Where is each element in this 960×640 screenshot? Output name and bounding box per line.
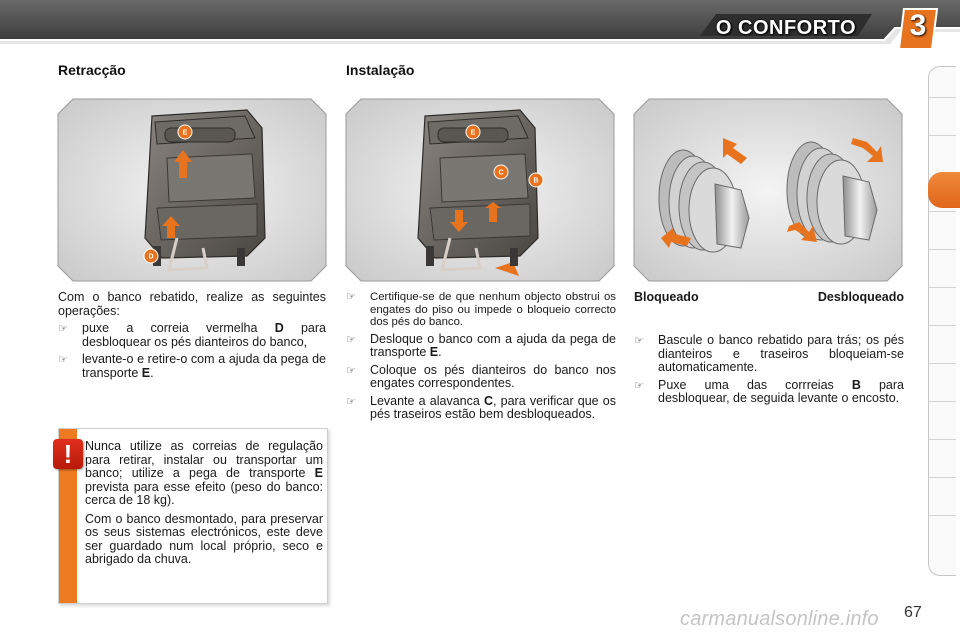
warning-paragraph: Nunca utilize as correias de regulação para retirar, instalar ou transportar um banco; utilize a pega de transporte E prevista para esse efeito (peso do banco: cerca de 18 kg). — [85, 439, 323, 507]
chapter-title: O CONFORTO — [715, 17, 857, 39]
active-chapter-tab[interactable] — [928, 172, 960, 208]
pointing-hand-icon: ☞ — [634, 378, 644, 392]
label-locked: Bloqueado — [634, 290, 699, 304]
pointing-hand-icon: ☞ — [346, 332, 356, 346]
callout-d: D — [148, 253, 154, 261]
page-number: 67 — [904, 604, 922, 621]
list-item: ☞ Desloque o banco com a ajuda da pega de transporte E. — [346, 331, 616, 360]
list-item: ☞ Puxe uma das corrreias B para desbloquear, de seguida levante o encosto. — [634, 377, 904, 405]
list-item: ☞ Certifique-se de que nenhum objecto obstrui os engates do piso ou impede o bloqueio correcto dos pés do banco. — [346, 290, 616, 329]
list-item: ☞ Bascule o banco rebatido para trás; os pés dianteiros e traseiros bloqueiam-se automaticamente. — [634, 333, 904, 374]
pointing-hand-icon: ☞ — [346, 290, 356, 303]
retraction-steps — [58, 322, 326, 384]
warning-paragraph: Com o banco desmontado, para preservar os seus sistemas electrónicos, este deve ser guardado num local próprio, seco e abrigado da chuva. — [85, 511, 323, 566]
list-item: ☞ Coloque os pés dianteiros do banco nos engates correspondentes. — [346, 362, 616, 391]
callout-c: C — [498, 169, 504, 177]
pointing-hand-icon: ☞ — [58, 322, 68, 335]
seat-removal-illustration — [57, 98, 327, 282]
list-item: ☞ puxe a correia vermelha D para desbloquear os pés dianteiros do banco, — [58, 321, 326, 349]
pointing-hand-icon: ☞ — [346, 363, 356, 377]
installation-steps — [346, 291, 616, 426]
callout-b: B — [533, 177, 539, 185]
label-unlocked: Desbloqueado — [817, 290, 904, 304]
pointing-hand-icon: ☞ — [58, 353, 68, 366]
section-heading-instalacao: Instalação — [346, 62, 415, 78]
list-item: ☞ levante-o e retire-o com a ajuda da pega de transporte E. — [58, 352, 326, 380]
warning-text — [85, 440, 323, 572]
list-item: ☞ Levante a alavanca C, para verificar que os pés traseiros estão bem desbloqueados. — [346, 393, 616, 422]
seat-installation-illustration — [345, 98, 615, 282]
exclamation-icon: ! — [53, 439, 83, 469]
warning-box — [58, 428, 328, 604]
lock-steps — [634, 334, 904, 410]
chapter-number: 3 — [909, 9, 927, 42]
chapter-tab-rail — [928, 66, 956, 576]
pointing-hand-icon: ☞ — [346, 394, 356, 408]
callout-e: E — [182, 129, 188, 137]
section-heading-retraccao: Retracção — [58, 62, 126, 78]
callout-e: E — [470, 129, 476, 137]
retraction-intro: Com o banco rebatido, realize as seguintes operações: — [58, 290, 326, 318]
pointing-hand-icon: ☞ — [634, 334, 644, 347]
watermark: carmanualsonline.info — [680, 608, 879, 630]
seat-feet-lock-illustration — [633, 98, 903, 282]
